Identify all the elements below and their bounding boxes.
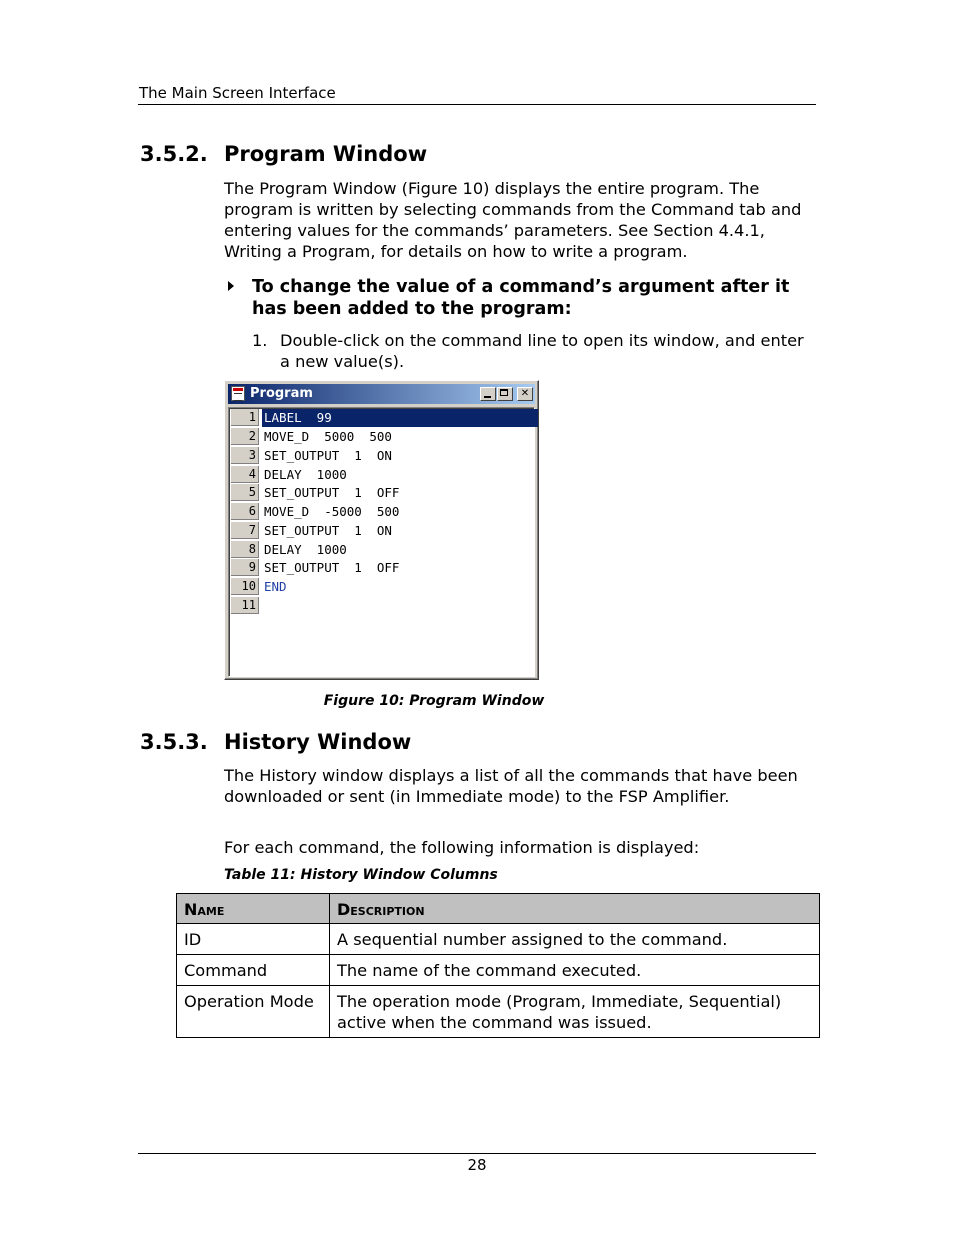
- program-app-icon: [231, 386, 245, 401]
- line-code: SET_OUTPUT 1 OFF: [264, 485, 400, 500]
- window-titlebar[interactable]: [228, 384, 535, 404]
- line-number: 6: [231, 503, 259, 520]
- close-button[interactable]: [517, 387, 533, 401]
- table-caption: Table 11: History Window Columns: [224, 867, 498, 883]
- program-line[interactable]: [231, 428, 533, 446]
- step-text: Double-click on the command line to open its window, and enter a new value(s).: [280, 331, 804, 371]
- program-line[interactable]: [231, 409, 533, 427]
- maximize-button[interactable]: [497, 387, 513, 401]
- line-number: 5: [231, 484, 259, 501]
- history-columns-table: [176, 893, 820, 1038]
- line-code: SET_OUTPUT 1 ON: [264, 523, 392, 538]
- program-listing[interactable]: [228, 407, 535, 677]
- line-code: MOVE_D 5000 500: [264, 429, 392, 444]
- program-line[interactable]: [231, 541, 533, 559]
- section-heading-program-window: [140, 142, 427, 166]
- program-line[interactable]: [231, 447, 533, 465]
- line-number: 7: [231, 522, 259, 539]
- figure-caption: Figure 10: Program Window: [323, 693, 545, 709]
- line-code: DELAY 1000: [264, 467, 347, 482]
- step-number: 1.: [252, 331, 268, 350]
- column-header: Description: [330, 894, 820, 924]
- line-number: 4: [231, 466, 259, 483]
- history-window-intro: The History window displays a list of all the commands that have been downloaded or sent (in Immediate mode) to the FSP Amplifier.: [224, 766, 798, 806]
- line-number: 3: [231, 447, 259, 464]
- line-number: 1: [231, 409, 259, 426]
- program-line[interactable]: [231, 503, 533, 521]
- table-row: [177, 986, 820, 1038]
- line-code: DELAY 1000: [264, 542, 347, 557]
- program-window: [224, 380, 539, 680]
- line-number: 2: [231, 428, 259, 445]
- table-cell: Command: [177, 955, 330, 986]
- table-cell: The name of the command executed.: [330, 955, 820, 986]
- table-header-row: [177, 894, 820, 924]
- line-code: SET_OUTPUT 1 ON: [264, 448, 392, 463]
- section-title: History Window: [224, 730, 412, 754]
- program-line[interactable]: [231, 466, 533, 484]
- section-number: 3.5.3.: [140, 730, 208, 754]
- line-number: 9: [231, 559, 259, 576]
- section-heading-history-window: [140, 730, 411, 754]
- table-row: [177, 924, 820, 955]
- program-line[interactable]: [231, 597, 533, 615]
- program-line[interactable]: [231, 522, 533, 540]
- footer-rule: [138, 1153, 816, 1154]
- running-header: The Main Screen Interface: [139, 84, 336, 102]
- section-number: 3.5.2.: [140, 142, 208, 166]
- line-number: 8: [231, 541, 259, 558]
- table-cell: The operation mode (Program, Immediate, Sequential) active when the command was issued.: [330, 986, 820, 1038]
- window-title: Program: [250, 386, 313, 401]
- program-window-intro: The Program Window (Figure 10) displays the entire program. The program is written by selecting commands from the Command tab and entering values for the commands’ parameters. See Section 4.4.1, Writing a Program, for details on how to write a program.: [224, 179, 802, 261]
- program-line[interactable]: [231, 559, 533, 577]
- header-rule: [138, 104, 816, 105]
- line-code: SET_OUTPUT 1 OFF: [264, 560, 400, 575]
- triangle-bullet-icon: [228, 281, 234, 291]
- procedure-heading: To change the value of a command’s argument after it has been added to the program:: [252, 277, 790, 319]
- line-code: MOVE_D -5000 500: [264, 504, 400, 519]
- table-cell: Operation Mode: [177, 986, 330, 1038]
- line-code: [262, 597, 538, 615]
- table-row: [177, 955, 820, 986]
- line-number: 11: [231, 597, 259, 614]
- column-header: Name: [177, 894, 330, 924]
- line-code: END: [264, 579, 287, 594]
- line-number: 10: [231, 578, 259, 595]
- section-title: Program Window: [224, 142, 428, 166]
- table-cell: ID: [177, 924, 330, 955]
- minimize-button[interactable]: [480, 387, 496, 401]
- program-line[interactable]: [231, 578, 533, 596]
- page-number: 28: [467, 1156, 487, 1174]
- line-code: LABEL 99: [262, 409, 538, 427]
- table-cell: A sequential number assigned to the command.: [330, 924, 820, 955]
- program-line[interactable]: [231, 484, 533, 502]
- history-window-lead: For each command, the following information is displayed:: [224, 838, 700, 857]
